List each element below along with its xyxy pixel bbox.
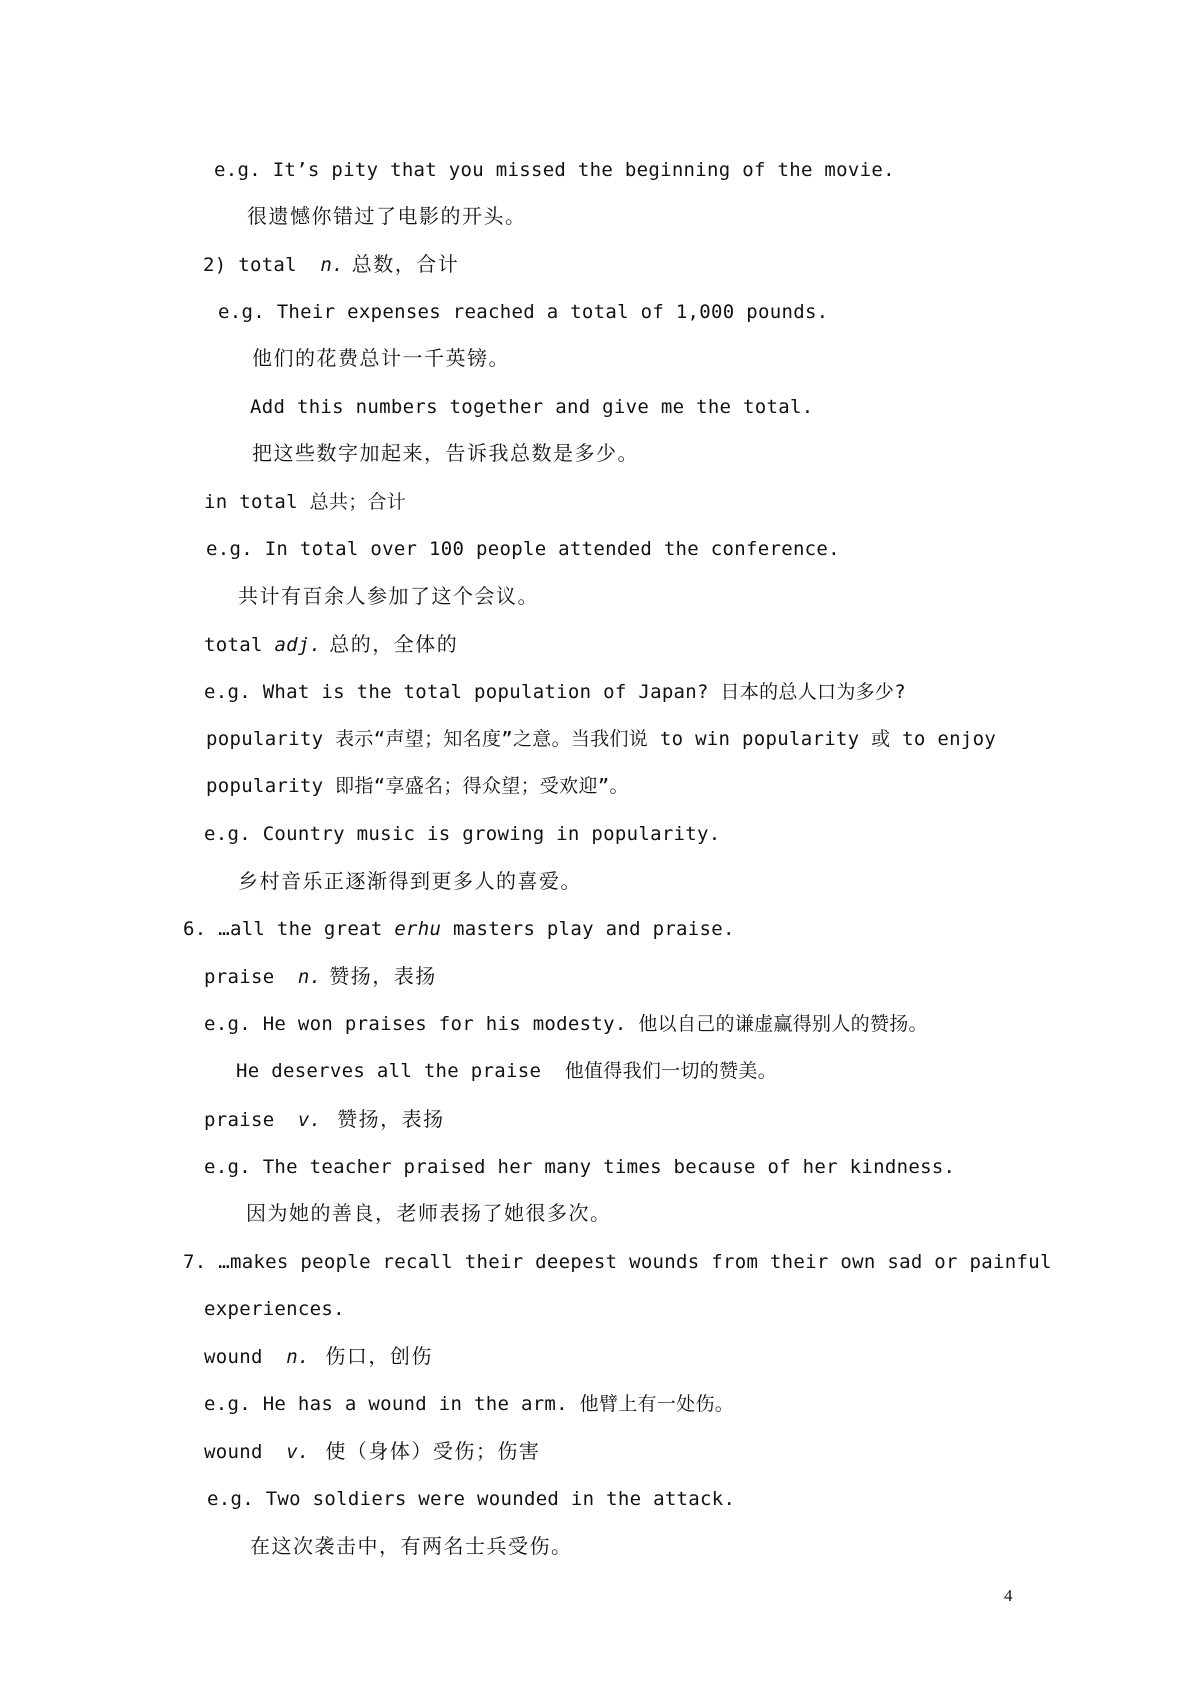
entry-meaning: 使（身体）受伤；伤害	[309, 1439, 541, 1463]
example-sentence: e.g. The teacher praised her many times because of her kindness.	[204, 1156, 956, 1178]
section-heading-6: 6. …all the great erhu masters play and praise.	[183, 918, 735, 940]
part-of-speech: v.	[286, 1441, 310, 1463]
entry-word: 2) total	[203, 254, 321, 276]
example-sentence: e.g. He has a wound in the arm. 他臂上有一处伤。	[204, 1393, 735, 1415]
vocab-entry-praise-noun	[204, 964, 437, 989]
vocab-entry-wound-verb	[204, 1439, 540, 1464]
example-sentence: e.g. Country music is growing in popularity.	[204, 823, 721, 845]
page-number: 4	[1004, 1586, 1013, 1605]
example-translation: 很遗憾你错过了电影的开头。	[247, 204, 527, 228]
part-of-speech: n.	[297, 966, 322, 988]
vocab-entry-total-noun	[203, 252, 459, 277]
example-sentence: e.g. In total over 100 people attended the conference.	[206, 538, 840, 560]
example-sentence: He deserves all the praise 他值得我们一切的赞美。	[236, 1060, 777, 1082]
entry-word: wound	[204, 1441, 287, 1463]
example-sentence: Add this numbers together and give me the total.	[250, 396, 814, 418]
entry-word: praise	[204, 966, 298, 988]
part-of-speech: n.	[286, 1346, 310, 1368]
part-of-speech: v.	[297, 1109, 322, 1131]
part-of-speech: adj.	[274, 634, 322, 656]
example-translation: 在这次袭击中，有两名士兵受伤。	[250, 1534, 573, 1558]
vocab-entry-wound-noun	[204, 1344, 433, 1369]
section-heading-7: 7. …makes people recall their deepest wounds from their own sad or painful	[183, 1251, 1052, 1273]
example-sentence: e.g. Two soldiers were wounded in the attack.	[207, 1488, 736, 1510]
example-translation: 把这些数字加起来，告诉我总数是多少。	[252, 441, 639, 465]
entry-word: praise	[204, 1109, 298, 1131]
example-sentence: e.g. Their expenses reached a total of 1,000 pounds.	[218, 301, 829, 323]
entry-meaning: 总数，合计	[343, 252, 460, 276]
example-sentence: e.g. What is the total population of Japan? 日本的总人口为多少?	[204, 681, 906, 703]
phrase-entry: in total 总共；合计	[204, 491, 407, 513]
example-translation: 因为她的善良，老师表扬了她很多次。	[246, 1201, 612, 1225]
example-sentence: e.g. He won praises for his modesty. 他以自己的谦虚赢得别人的赞扬。	[204, 1013, 928, 1035]
example-translation: 乡村音乐正逐渐得到更多人的喜爱。	[238, 869, 582, 893]
vocab-entry-praise-verb	[204, 1107, 445, 1132]
entry-meaning: 伤口，创伤	[309, 1344, 433, 1368]
part-of-speech: n.	[320, 254, 344, 276]
entry-word: total	[204, 634, 275, 656]
example-translation: 他们的花费总计一千英镑。	[252, 346, 510, 370]
entry-meaning: 总的，全体的	[321, 632, 459, 656]
vocab-entry-total-adj	[204, 632, 458, 657]
usage-note: popularity 即指“享盛名；得众望；受欢迎”。	[206, 775, 629, 797]
usage-note: popularity 表示“声望；知名度”之意。当我们说 to win popularity 或 to enjoy	[206, 728, 997, 750]
entry-word: wound	[204, 1346, 287, 1368]
example-translation: 共计有百余人参加了这个会议。	[238, 584, 539, 608]
entry-meaning: 赞扬，表扬	[321, 964, 437, 988]
example-sentence: e.g. It’s pity that you missed the beginning of the movie.	[214, 159, 895, 181]
italic-term: erhu	[394, 918, 442, 940]
entry-meaning: 赞扬，表扬	[321, 1107, 445, 1131]
section-heading-7-continued: experiences.	[204, 1298, 345, 1320]
